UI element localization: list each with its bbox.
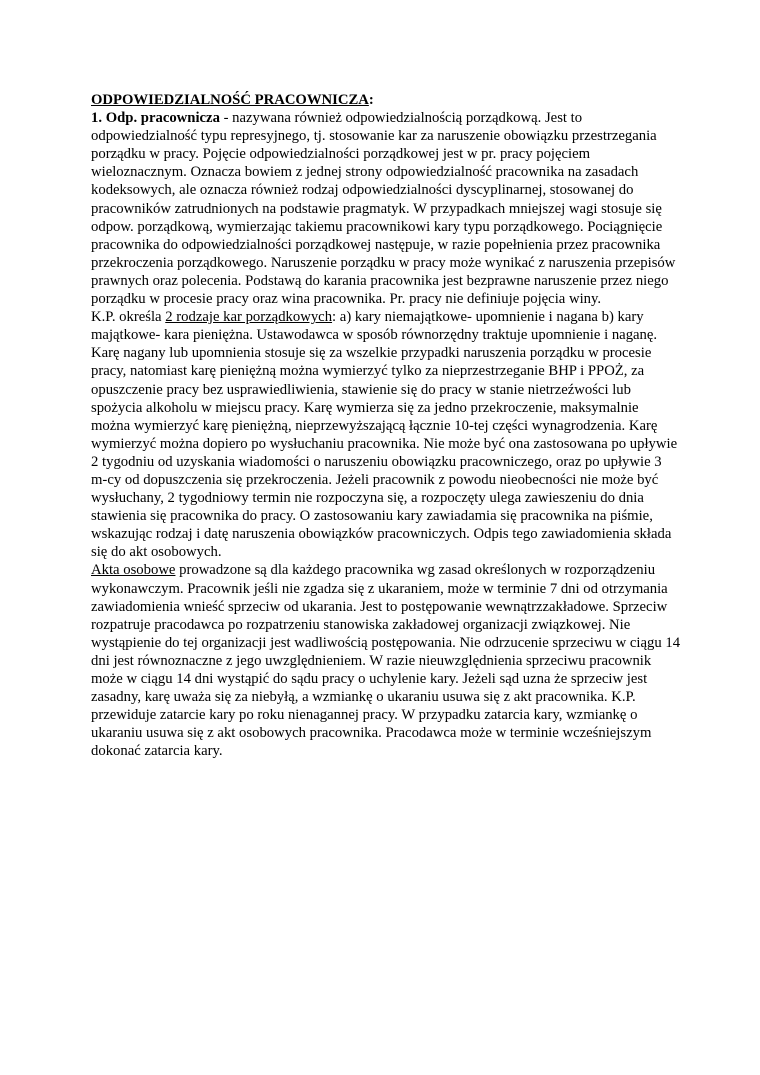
paragraph-section-1 [91, 109, 681, 308]
paragraph-personnel-files [91, 561, 681, 760]
paragraph-2-intro: K.P. określa [91, 309, 166, 326]
paragraph-3-text: prowadzone są dla każdego pracownika wg zasad określonych w rozporządzeniu wykonawczym. Pracownik jeśli nie zgadza się z ukaraniem, może w terminie 7 dni od otrzymania zawiadomienia wnieść sprzeciw od ukarania. Jest to postępowanie wewnątrzzakładowe. Sprzeciw rozpatruje pracodawca po rozpatrzeniu stanowiska zakładowej organizacji związkowej. Nie wystąpienie do tej organizacji jest wadliwością postępowania. Nie odrzucenie sprzeciwu w ciągu 14 dni jest równoznaczne z jego uwzględnieniem. W razie nieuwzględnienia sprzeciwu pracownik może w ciągu 14 dni wystąpić do sądu pracy o uchylenie kary. Jeżeli sąd uzna że sprzeciw jest zasadny, karę uważa się za niebyłą, a wzmiankę o ukaraniu usuwa się z akt pracownika. K.P. przewiduje zatarcie kary po roku nienagannej pracy. W przypadku zatarcia kary, wzmiankę o ukaraniu usuwa się z akt osobowych pracownika. Pracodawca może w terminie wcześniejszym dokonać zatarcia kary. [91, 562, 681, 760]
paragraph-2-text: : a) kary niemajątkowe- upomnienie i nagana b) kary majątkowe- kara pieniężna. Ustawodawca w sposób równorzędny traktuje upomnienie i naganę. Karę nagany lub upomnienia stosuje się za wszelkie przypadki naruszenia porządku w procesie pracy, natomiast karę pieniężną można wymierzyć tylko za nieprzestrzeganie BHP i PPOŻ, za opuszczenie pracy bez usprawiedliwienia, stawienie się do pracy w stanie nietrzeźwości lub spożycia alkoholu w miejscu pracy. Karę wymierza się za jedno przekroczenie, maksymalnie można wymierzyć karę pieniężną, nieprzewyższającą łącznie 10-tej części wynagrodzenia. Karę wymierzyć można dopiero po wysłuchaniu pracownika. Nie może być ona zastosowana po upływie 2 tygodniu od uzyskania wiadomości o naruszeniu obowiązku pracowniczego, oraz po upływie 3 m-cy od dopuszczenia się przekroczenia. Jeżeli pracownik z powodu nieobecności nie może być wysłuchany, 2 tygodniowy termin nie rozpoczyna się, a rozpoczęty ulega zawieszeniu do dnia stawienia się pracownika do pracy. O zastosowaniu kary zawiadamia się pracownika na piśmie, wskazując rodzaj i datę naruszenia obowiązków pracowniczych. Odpis tego zawiadomienia składa się do akt osobowych. [91, 309, 678, 561]
penalty-types-underlined: 2 rodzaje kar porządkowych [165, 309, 333, 326]
document-title-text: ODPOWIEDZIALNOŚĆ PRACOWNICZA [91, 92, 369, 108]
document-title [91, 91, 681, 109]
document-page [91, 91, 681, 760]
document-title-colon: : [368, 92, 374, 108]
personnel-files-underlined: Akta osobowe [91, 562, 176, 579]
paragraph-kinds-of-penalties [91, 308, 681, 561]
section-1-text: - nazywana również odpowiedzialnością porządkową. Jest to odpowiedzialność typu represyjnego, tj. stosowanie kar za naruszenie obowiązku przestrzegania porządku w pracy. Pojęcie odpowiedzialności porządkowej jest w pr. pracy pojęciem wieloznacznym. Oznacza bowiem z jednej strony odpowiedzialność pracownika na zasadach kodeksowych, ale oznacza również rodzaj odpowiedzialności dyscyplinarnej, stosowanej do pracowników zatrudnionych na podstawie pragmatyk. W przypadkach mniejszej wagi stosuje się odpow. porządkową, wymierzając takiemu pracownikowi kary typu porządkowego. Pociągnięcie pracownika do odpowiedzialności porządkowej następuje, w razie popełnienia przez pracownika przekroczenia porządkowego. Naruszenie porządku w pracy może wynikać z naruszenia przepisów prawnych oraz polecenia. Podstawą do karania pracownika jest bezprawne naruszenie przez niego porządku w procesie pracy oraz wina pracownika. Pr. pracy nie definiuje pojęcia winy. [91, 110, 676, 308]
section-1-label: 1. Odp. pracownicza [91, 110, 220, 127]
